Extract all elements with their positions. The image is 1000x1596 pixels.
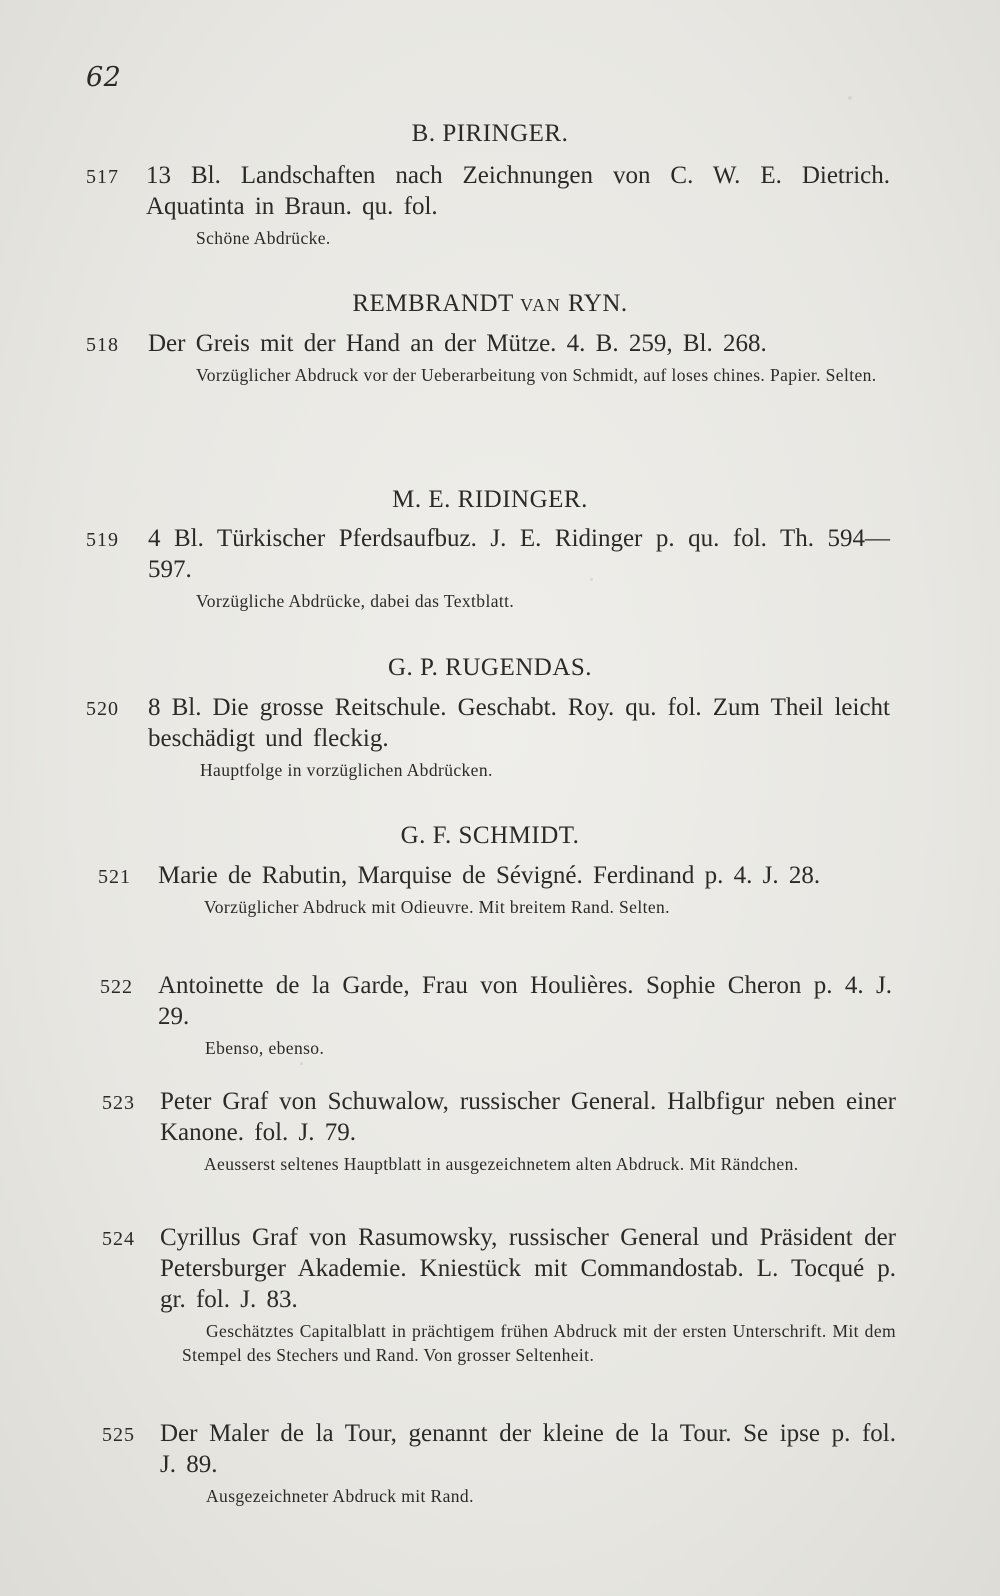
- entry-note: Geschätztes Capitalblatt in prächtigem frühen Abdruck mit der ersten Unterschrift. Mit dem Stempel des Stechers und Rand. Von grosser Seltenheit.: [182, 1321, 896, 1365]
- entry-title: 4 Bl. Türkischer Pferdsaufbuz. J. E. Ridinger p. qu. fol. Th. 594—597.: [148, 525, 890, 583]
- lot-number: 525: [102, 1424, 135, 1446]
- entry-title: Der Greis mit der Hand an der Mütze. 4. B. 259, Bl. 268.: [148, 330, 767, 357]
- section-heading-schmidt: G. F. SCHMIDT.: [400, 822, 580, 849]
- entry-note: Schöne Abdrücke.: [196, 228, 331, 248]
- entry-title: 8 Bl. Die grosse Reitschule. Geschabt. Roy. qu. fol. Zum Theil leicht beschädigt und fleckig.: [148, 694, 890, 752]
- lot-number: 517: [86, 166, 119, 188]
- section-heading-rugendas: G. P. RUGENDAS.: [387, 654, 593, 681]
- entry-note: Ausgezeichneter Abdruck mit Rand.: [206, 1486, 474, 1506]
- lot-number: 518: [86, 334, 119, 356]
- lot-number: 522: [100, 976, 133, 998]
- entry-title: Peter Graf von Schuwalow, russischer General. Halbfigur neben einer Kanone. fol. J. 79.: [160, 1088, 896, 1146]
- entry-title: Antoinette de la Garde, Frau von Houlières. Sophie Cheron p. 4. J. 29.: [158, 972, 892, 1030]
- lot-number: 519: [86, 529, 119, 551]
- heading-tail: RYN.: [561, 290, 628, 317]
- entry-note: Vorzügliche Abdrücke, dabei das Textblatt.: [196, 591, 515, 611]
- catalog-entry-519: [86, 523, 890, 613]
- entry-note: Ebenso, ebenso.: [205, 1038, 325, 1058]
- catalog-entry-518: [86, 328, 890, 387]
- lot-number: 520: [86, 698, 119, 720]
- entry-title: Cyrillus Graf von Rasumowsky, russischer General und Präsident der Petersburger Akademie. Kniestück mit Commandostab. L. Tocqué p. gr. fol. J. 83.: [160, 1224, 896, 1313]
- heading-main: REMBRANDT: [352, 290, 521, 317]
- entry-note: Hauptfolge in vorzüglichen Abdrücken.: [200, 760, 493, 780]
- catalog-entry-522: [100, 970, 892, 1060]
- section-heading-rembrandt: [0, 290, 980, 318]
- paper-spot: [848, 96, 852, 100]
- lot-number: 524: [102, 1228, 135, 1250]
- entry-note: Vorzüglicher Abdruck vor der Ueberarbeitung von Schmidt, auf loses chines. Papier. Selten.: [196, 365, 877, 385]
- entry-title: Der Maler de la Tour, genannt der kleine de la Tour. Se ipse p. fol. J. 89.: [160, 1420, 896, 1478]
- catalog-entry-525: [102, 1418, 896, 1508]
- section-heading-piringer: B. PIRINGER.: [411, 120, 569, 147]
- catalog-entry-521: [98, 860, 892, 919]
- entry-title: 13 Bl. Landschaften nach Zeichnungen von C. W. E. Dietrich. Aquatinta in Braun. qu. fol.: [146, 162, 890, 220]
- heading-small-caps: VAN: [520, 295, 562, 315]
- catalog-entry-523: [102, 1086, 896, 1176]
- entry-note: Vorzüglicher Abdruck mit Odieuvre. Mit breitem Rand. Selten.: [204, 897, 670, 917]
- lot-number: 521: [98, 866, 131, 888]
- page-number: 62: [86, 62, 122, 93]
- lot-number: 523: [102, 1092, 135, 1114]
- catalog-entry-520: [86, 692, 890, 782]
- paper-spot: [300, 1062, 303, 1065]
- catalog-entry-517: [86, 160, 890, 250]
- section-heading-ridinger: M. E. RIDINGER.: [392, 486, 588, 513]
- entry-note: Aeusserst seltenes Hauptblatt in ausgezeichnetem alten Abdruck. Mit Rändchen.: [204, 1154, 799, 1174]
- catalog-entry-524: [102, 1222, 896, 1367]
- entry-title: Marie de Rabutin, Marquise de Sévigné. Ferdinand p. 4. J. 28.: [158, 862, 821, 889]
